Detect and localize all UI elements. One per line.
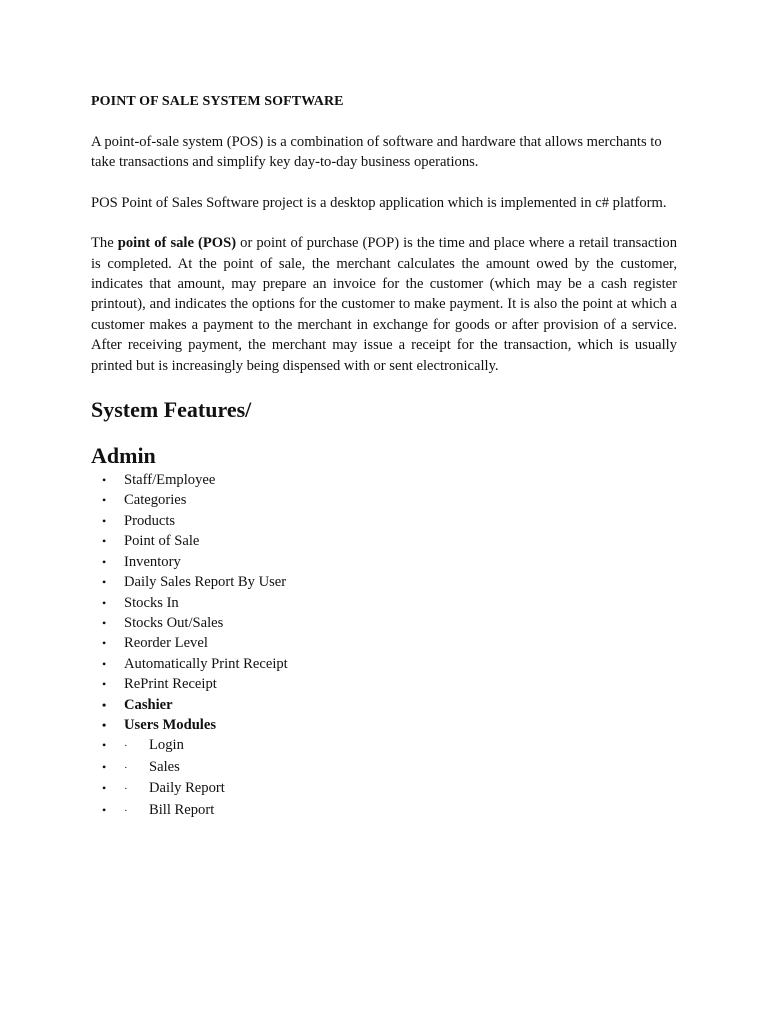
list-item-cashier bbox=[91, 695, 677, 715]
list-item bbox=[91, 552, 677, 572]
bullet-icon: • bbox=[102, 473, 107, 488]
bullet-icon: • bbox=[102, 493, 107, 508]
users-modules-label: Users Modules bbox=[124, 716, 217, 733]
list-item-label: Sales bbox=[149, 758, 180, 775]
list-item-label: Bill Report bbox=[149, 801, 215, 818]
bullet-icon: • bbox=[102, 513, 107, 528]
list-item bbox=[91, 757, 677, 778]
list-item-users-modules bbox=[91, 715, 677, 735]
list-item-label: Point of Sale bbox=[124, 533, 200, 550]
bullet-icon: • bbox=[102, 656, 107, 671]
bullet-icon: • bbox=[102, 595, 107, 610]
list-item bbox=[91, 778, 677, 799]
bullet-icon: • bbox=[102, 615, 107, 630]
users-feature-list bbox=[91, 695, 677, 821]
list-item bbox=[91, 633, 677, 653]
list-item-label: Login bbox=[149, 737, 184, 754]
list-item-label: Categories bbox=[124, 492, 187, 509]
cashier-label: Cashier bbox=[124, 696, 173, 713]
list-item bbox=[91, 593, 677, 613]
sub-bullet-icon: · bbox=[124, 783, 128, 796]
bullet-icon: • bbox=[102, 636, 107, 651]
bullet-icon: • bbox=[102, 697, 107, 712]
bullet-icon: • bbox=[102, 738, 107, 753]
list-item-label: Automatically Print Receipt bbox=[124, 655, 288, 672]
list-item bbox=[91, 572, 677, 592]
document-title: POINT OF SALE SYSTEM SOFTWARE bbox=[91, 94, 344, 109]
admin-feature-list bbox=[91, 470, 677, 694]
sub-bullet-icon: · bbox=[124, 804, 128, 817]
features-heading: System Features/ bbox=[91, 397, 252, 423]
list-item bbox=[91, 674, 677, 694]
list-item bbox=[91, 613, 677, 633]
pos-paragraph bbox=[91, 233, 677, 376]
list-item-label: RePrint Receipt bbox=[124, 676, 217, 693]
list-item bbox=[91, 490, 677, 510]
sub-bullet-icon: · bbox=[124, 761, 128, 774]
list-item bbox=[91, 654, 677, 674]
sub-bullet-icon: · bbox=[124, 740, 128, 753]
bullet-icon: • bbox=[102, 575, 107, 590]
pos-paragraph-bold-term: point of sale (POS) bbox=[117, 235, 237, 252]
list-item-label: Reorder Level bbox=[124, 635, 208, 652]
list-item-label: Inventory bbox=[124, 553, 181, 570]
list-item-label: Staff/Employee bbox=[124, 472, 216, 489]
intro-paragraph: A point-of-sale system (POS) is a combination of software and hardware that allows merchants to take transactions and simplify key day-to-day business operations. bbox=[91, 134, 662, 171]
bullet-icon: • bbox=[102, 781, 107, 796]
bullet-icon: • bbox=[102, 554, 107, 569]
bullet-icon: • bbox=[102, 802, 107, 817]
admin-heading: Admin bbox=[91, 443, 156, 469]
list-item bbox=[91, 800, 677, 821]
list-item bbox=[91, 735, 677, 756]
project-paragraph: POS Point of Sales Software project is a desktop application which is implemented in c# platform. bbox=[91, 194, 667, 211]
list-item-label: Stocks Out/Sales bbox=[124, 614, 224, 631]
bullet-icon: • bbox=[102, 717, 107, 732]
pos-paragraph-rest: or point of purchase (POP) is the time and place where a retail transaction is completed. At the point of sale, the merchant calculates the amount owed by the customer, indicates that amount, may prepare an invoice for the customer (which may be a cash register printout), and indicates the options for the customer to make payment. It is also the point at which a customer makes a payment to the merchant in exchange for goods or after provision of a service. After receiving payment, the merchant may issue a receipt for the transaction, which is usually printed but is increasingly being dispensed with or sent electronically. bbox=[91, 235, 678, 374]
bullet-icon: • bbox=[102, 677, 107, 692]
list-item-label: Stocks In bbox=[124, 594, 179, 611]
list-item-label: Products bbox=[124, 512, 176, 529]
pos-paragraph-lead: The bbox=[91, 235, 118, 252]
bullet-icon: • bbox=[102, 759, 107, 774]
document-page bbox=[91, 92, 677, 821]
bullet-icon: • bbox=[102, 534, 107, 549]
list-item bbox=[91, 531, 677, 551]
list-item bbox=[91, 470, 677, 490]
list-item-label: Daily Sales Report By User bbox=[124, 574, 287, 591]
list-item-label: Daily Report bbox=[149, 780, 225, 797]
list-item bbox=[91, 511, 677, 531]
